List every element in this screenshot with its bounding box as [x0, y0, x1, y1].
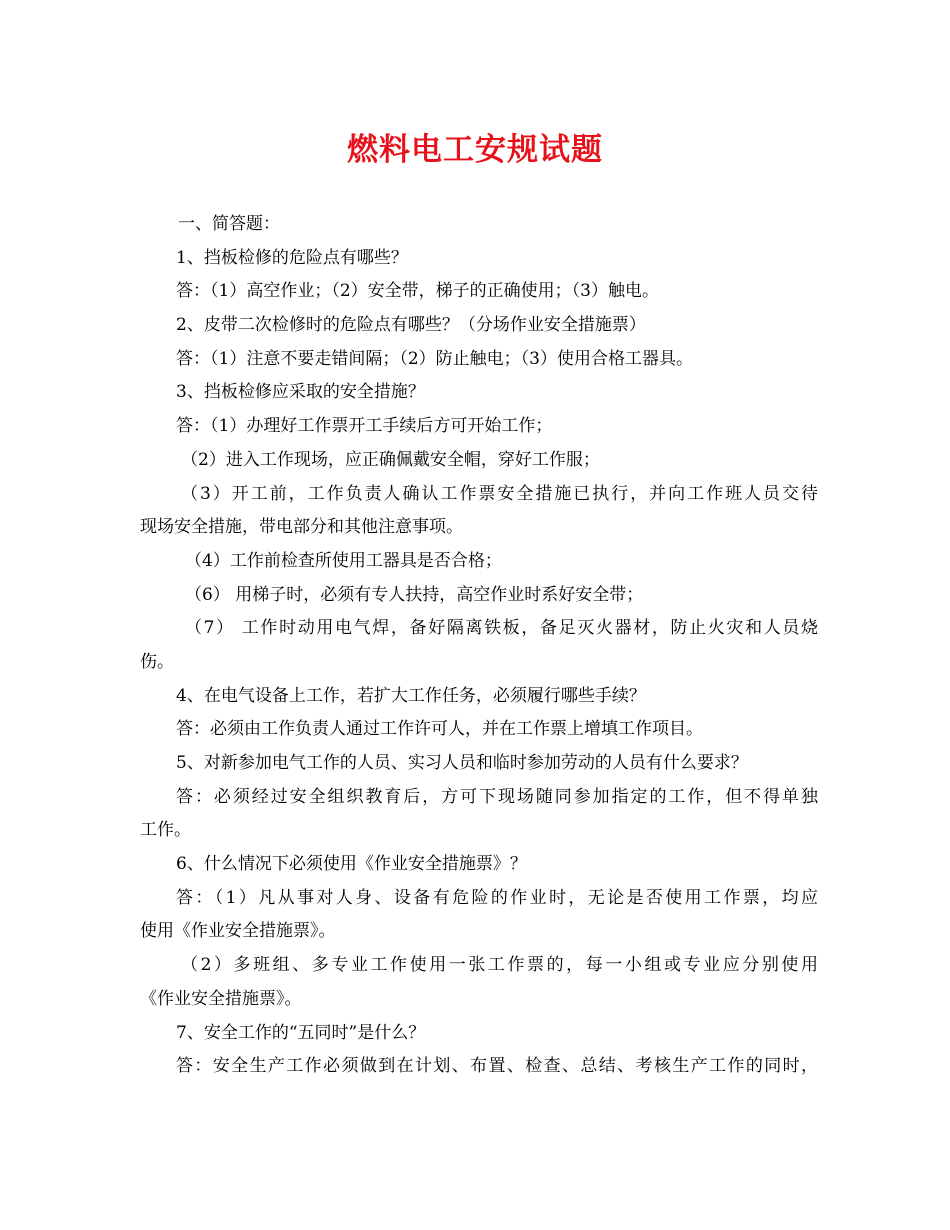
answer-4: 答：必须由工作负责人通过工作许可人，并在工作票上增填工作项目。	[176, 719, 703, 740]
question-6: 6、什么情况下必须使用《作业安全措施票》？	[176, 854, 527, 875]
answer-2: 答：（1）注意不要走错间隔；（2）防止触电；（3）使用合格工器具。	[176, 348, 693, 369]
question-1: 1、挡板检修的危险点有哪些？	[176, 247, 408, 268]
question-5: 5、对新参加电气工作的人员、实习人员和临时参加劳动的人员有什么要求？	[176, 753, 748, 773]
answer-3-item-1: 答：（1）办理好工作票开工手续后方可开始工作；	[176, 416, 553, 437]
answer-3-item-2: （2）进入工作现场，应正确佩戴安全帽，穿好工作服；	[181, 449, 600, 470]
question-4: 4、在电气设备上工作，若扩大工作任务，必须履行哪些手续？	[176, 685, 646, 706]
question-2: 2、皮带二次检修时的危险点有哪些？（分场作业安全措施票）	[176, 315, 646, 336]
answer-5-cont: 工作。	[140, 820, 191, 841]
section-heading: 一、简答题：	[178, 214, 280, 234]
answer-3-item-6: （6） 用梯子时，必须有专人扶持，高空作业时系好安全带；	[185, 584, 644, 605]
document-title: 燃料电工安规试题	[347, 132, 603, 168]
answer-6-item-2-cont: 《作业安全措施票》。	[140, 988, 302, 1009]
answer-3-item-7-cont: 伤。	[140, 651, 174, 672]
answer-3-item-3: （3）开工前，工作负责人确认工作票安全措施已执行，并向工作班人员交待	[181, 483, 818, 504]
answer-3-item-7: （7） 工作时动用电气焊，备好隔离铁板，备足灭火器材，防止火灾和人员烧	[185, 618, 818, 639]
document-body	[140, 208, 818, 1084]
answer-6-item-2: （2）多班组、多专业工作使用一张工作票的，每一小组或专业应分别使用	[181, 955, 818, 976]
question-7: 7、安全工作的“五同时”是什么？	[176, 1022, 426, 1043]
question-3: 3、挡板检修应采取的安全措施？	[176, 382, 425, 403]
answer-6-item-1: 答：（1）凡从事对人身、设备有危险的作业时，无论是否使用工作票，均应	[176, 887, 818, 908]
answer-1: 答：（1）高空作业；（2）安全带，梯子的正确使用；（3）触电。	[176, 281, 659, 302]
answer-3-item-3-cont: 现场安全措施，带电部分和其他注意事项。	[140, 517, 463, 538]
answer-5: 答：必须经过安全组织教育后，方可下现场随同参加指定的工作，但不得单独	[176, 786, 818, 807]
answer-3-item-4: （4）工作前检查所使用工器具是否合格；	[185, 550, 502, 571]
answer-7: 答：安全生产工作必须做到在计划、布置、检查、总结、考核生产工作的同时，	[176, 1056, 818, 1077]
answer-6-item-1-cont: 使用《作业安全措施票》。	[140, 921, 336, 942]
